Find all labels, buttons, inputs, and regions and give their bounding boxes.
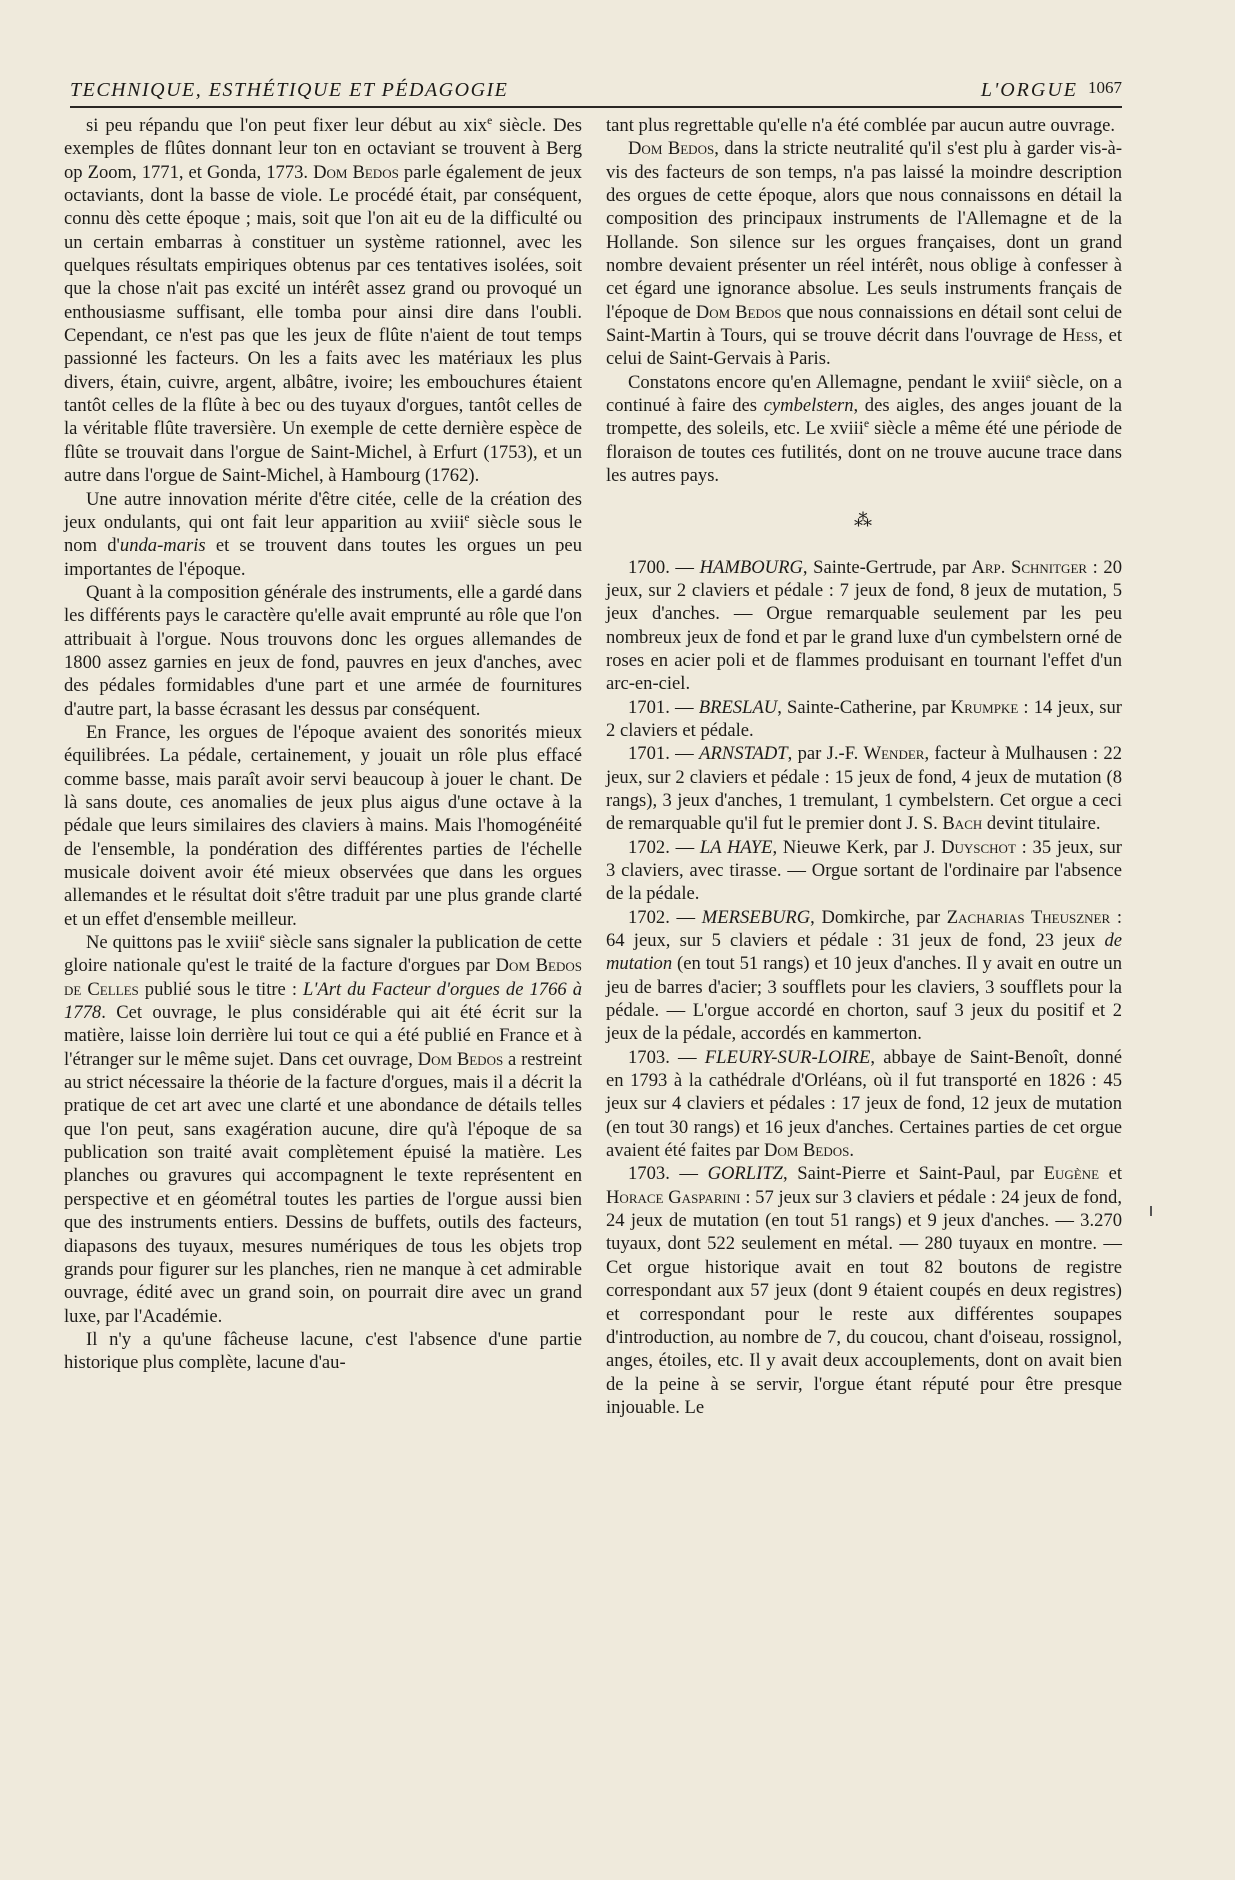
- text-run: 1702. —: [628, 906, 702, 928]
- italic-text: unda-maris: [119, 535, 206, 557]
- paragraph: [64, 1328, 582, 1375]
- name-smallcaps: Eugène: [1043, 1163, 1100, 1185]
- paragraph: [606, 906, 1122, 1046]
- text-run: 1703. —: [628, 1046, 705, 1068]
- name-smallcaps: Horace Gasparini: [606, 1186, 741, 1208]
- name-smallcaps: Dom Bedos de Celles: [64, 955, 582, 1000]
- name-smallcaps: Dom Bedos: [417, 1048, 504, 1070]
- name-smallcaps: Hess: [1062, 325, 1099, 347]
- text-run: . Cet ouvrage, le plus considérable qui ait été écrit sur la matière, laisse loin derrière lui tout ce qui a été publié en France et à l'étranger sur le même sujet. Dans cet ouvrage,: [64, 1002, 582, 1070]
- text-run: 1702. —: [628, 836, 700, 858]
- paragraph: [64, 488, 582, 581]
- text-run: devint titulaire.: [982, 813, 1101, 835]
- running-title-left: TECHNIQUE, ESTHÉTIQUE ET PÉDAGOGIE: [70, 79, 509, 101]
- text-run: .: [849, 1140, 854, 1162]
- text-run: , par J.-F.: [787, 743, 864, 765]
- right-text-column: [606, 114, 1122, 1419]
- paragraph: [64, 721, 582, 931]
- paragraph: [606, 556, 1122, 696]
- text-run: siècle sans signaler la publication de cette gloire nationale qu'est le traité de la facture d'orgues par: [64, 932, 582, 977]
- name-smallcaps: Wender: [863, 743, 925, 765]
- paragraph: [606, 742, 1122, 835]
- text-run: , et celui de Saint-Gervais à Paris.: [606, 325, 1122, 370]
- text-run: , Domkirche, par: [810, 906, 947, 928]
- section-title: L'ORGUE: [980, 79, 1078, 101]
- superscript: e: [259, 931, 265, 944]
- paragraph: [64, 581, 582, 721]
- italic-text: MERSEBURG: [701, 906, 811, 928]
- text-run: 1701. —: [628, 743, 700, 765]
- running-title-right: [981, 78, 1122, 102]
- name-smallcaps: Arp. Schnitger: [971, 556, 1088, 578]
- text-run: siècle, on a continué à faire des: [606, 371, 1122, 417]
- text-run: tant plus regrettable qu'elle n'a été comblée par aucun autre ouvrage.: [606, 115, 1116, 136]
- text-run: , Sainte-Gertrude, par: [802, 556, 972, 578]
- italic-text: de mutation: [606, 930, 1122, 975]
- italic-text: ARNSTADT: [699, 743, 788, 765]
- page-number: 1067: [1088, 78, 1122, 97]
- paragraph: [606, 137, 1122, 370]
- text-run: siècle a même été une période de floraison de toutes ces futilités, dont on ne trouve aucune trace dans les autres pays.: [606, 418, 1123, 487]
- text-run: 1703. —: [628, 1163, 708, 1185]
- text-run: siècle sous le nom d': [64, 511, 582, 557]
- name-smallcaps: Dom Bedos: [695, 301, 782, 323]
- text-run: : 14 jeux, sur 2 claviers et pédale.: [606, 696, 1122, 741]
- paragraph: [606, 836, 1122, 906]
- running-header: [70, 74, 1122, 108]
- text-run: , abbaye de Saint-Benoît, donné en 1793 à la cathédrale d'Orléans, où il fut transporté en 1826 : 45 jeux sur 4 claviers et pédales : 17 jeux de fond, 12 jeux de mutation (en tout 30 rangs) et 16 jeux d'anches. Certaines parties de cet orgue avaient été faites par: [606, 1046, 1122, 1162]
- margin-mark: [1150, 1206, 1152, 1216]
- paragraph: [606, 1046, 1122, 1163]
- text-run: : 20 jeux, sur 2 claviers et pédale : 7 jeux de fond, 8 jeux de mutation, 5 jeux d'anches. — Orgue remarquable seulement par les peu nombreux jeux de fond et par le grand luxe d'un cymbelstern orné de roses en acier poli et de flammes produisant en tournant l'effet d'un arc-en-ciel.: [606, 556, 1122, 695]
- text-run: , dans la stricte neutralité qu'il s'est plu à garder vis-à-vis des facteurs de son temps, n'a pas laissé la moindre description des orgues de cette époque, alors que nous connaissons en détail la composition des principaux instruments de l'Allemagne et de la Hollande. Son silence sur les orgues françaises, dont un grand nombre devaient présenter un réel intérêt, nous oblige à confesser à cet égard une ignorance absolue. Les seuls instruments français de l'époque de: [606, 138, 1123, 323]
- italic-text: FLEURY-SUR-LOIRE: [704, 1046, 871, 1068]
- text-run: siècle. Des exemples de flûtes donnant leur ton en octaviant se trouvent à Berg op Zoom, 1771, et Gonda, 1773.: [64, 115, 582, 183]
- text-run: , des aigles, des anges jouant de la trompette, des soleils, etc. Le xviii: [606, 395, 1122, 440]
- text-run: , facteur à Mulhausen : 22 jeux, sur 2 claviers et pédale : 15 jeux de fond, 4 jeux de mutation (8 rangs), 3 jeux d'anches, 1 tremulant, 1 cymbelstern. Cet orgue a ceci de remarquable qu'il fut le premier dont J. S.: [606, 743, 1122, 835]
- name-smallcaps: Bach: [942, 813, 983, 835]
- text-run: , Sainte-Catherine, par: [777, 696, 951, 718]
- superscript: e: [1025, 371, 1031, 384]
- name-smallcaps: Dom Bedos: [313, 161, 399, 183]
- text-run: a restreint au strict nécessaire la théorie de la facture d'orgues, mais il a décrit la pratique de cet art avec une clarté et une abondance de détails telles que l'on peut, sans exagération aucune, dire qu'à l'époque de sa publication son traité avait complètement épuisé la matière. Les planches ou gravures qui accompagnent le texte représentent en perspective et en géométral toutes les parties de l'orgue aussi bien que des instruments entiers. Dessins de buffets, outils des facteurs, diapasons des tuyaux, mesures numériques de tous les objets trop grands pour figurer sur les planches, rien ne manque à cet admirable ouvrage, édité avec un grand soin, on pourrait dire avec un grand luxe, par l'Académie.: [64, 1048, 582, 1327]
- text-run: Quant à la composition générale des instruments, elle a gardé dans les différents pays le caractère qu'elle avait emprunté au rôle que l'on attribuait à l'orgue. Nous trouvons donc les orgues allemandes de 1800 assez garnies en jeux de fond, pauvres en jeux d'anches, avec des pédales formidables d'une part et une armée de fournitures d'autre part, la basse écrasant les dessus par conséquent.: [64, 581, 582, 720]
- text-run: , Saint-Pierre et Saint-Paul, par: [783, 1163, 1044, 1185]
- superscript: e: [863, 418, 870, 431]
- text-run: 1700. —: [628, 556, 700, 578]
- text-run: : 57 jeux sur 3 claviers et pédale : 24 jeux de fond, 24 jeux de mutation (en tout 51 rangs) et 9 jeux d'anches. — 3.270 tuyaux, dont 522 seulement en métal. — 280 tuyaux en montre. — Cet orgue historique avait en tout 82 boutons de registre correspondant aux 57 jeux (dont 9 étaient coupés en deux registres) et correspondant pour le reste aux différentes soupapes d'introduction, au nombre de 7, du coucou, chant d'oiseau, rossignol, anges, étoiles, etc. Il y avait deux accouplements, dont on avait bien de la peine à se servir, l'orgue étant réputé pour être presque injouable. Le: [606, 1186, 1123, 1418]
- text-run: et: [1099, 1163, 1123, 1185]
- text-run: ⁂: [854, 509, 874, 530]
- name-smallcaps: Dom Bedos: [628, 138, 715, 160]
- text-run: 1701. —: [628, 696, 699, 718]
- text-run: Une autre innovation mérite d'être citée, celle de la création des jeux ondulants, qui ont fait leur apparition au xviii: [64, 488, 582, 533]
- text-run: si peu répandu que l'on peut fixer leur début au xix: [86, 115, 488, 136]
- name-smallcaps: Zacharias Theuszner: [946, 906, 1111, 928]
- superscript: e: [464, 511, 470, 524]
- italic-text: LA HAYE: [699, 836, 773, 858]
- text-run: Ne quittons pas le xviii: [86, 932, 260, 954]
- italic-text: HAMBOURG: [699, 556, 803, 578]
- paragraph: [606, 371, 1122, 488]
- text-run: parle également de jeux octaviants, dont la basse de viole. Le procédé était, par conséquent, connu dès cette époque ; mais, soit que l'on ait eu de la difficulté ou un certain embarras à constituer un système rationnel, avec les quelques résultats empiriques obtenus par ces tentatives isolées, soit que la chose n'ait pas excité un intérêt assez grand ou provoqué un enthousiasme suffisant, elle tomba pour ainsi dire dans l'oubli. Cependant, ce n'est pas que les jeux de flûte n'aient de tout temps passionné les facteurs. On les a faits avec les matériaux les plus divers, étain, cuivre, argent, albâtre, ivoire; les embouchures étaient tantôt celles de la flûte à bec ou des tuyaux d'orgues, tantôt celles de la véritable flûte traversière. Un exemple de cette dernière espèce de flûte se trouvait dans l'orgue de Saint-Michel, à Erfurt (1753), et un autre dans l'orgue de Saint-Michel, à Hambourg (1762).: [64, 161, 583, 487]
- left-text-column: [64, 114, 582, 1375]
- name-smallcaps: Krumpke: [950, 696, 1019, 718]
- paragraph: [606, 114, 1122, 137]
- italic-text: GORLITZ: [707, 1163, 784, 1185]
- name-smallcaps: Dom Bedos: [763, 1140, 850, 1162]
- italic-text: cymbelstern: [763, 395, 854, 417]
- text-run: En France, les orgues de l'époque avaient des sonorités mieux équilibrées. La pédale, certainement, y jouait un rôle plus effacé comme basse, mais paraît avoir servi beaucoup à jouer le chant. De là sans doute, ces anomalies de jeux plus aigus d'une octave à la pédale que leurs similaires des claviers à mains. Mais l'homogénéité de l'ensemble, la pondération des différentes parties de l'échelle musicale doivent avoir été mieux observées que dans les orgues allemandes et le résultat doit s'être traduit par une plus grande clarté et un effet d'ensemble meilleur.: [64, 721, 582, 930]
- italic-text: L'Art du Facteur d'orgues de 1766 à 1778: [64, 978, 583, 1024]
- text-run: que nous connaissions en détail sont celui de Saint-Martin à Tours, qui se trouve décrit dans l'ouvrage de: [606, 301, 1123, 347]
- text-run: et se trouvent dans toutes les orgues un peu importantes de l'époque.: [64, 535, 582, 580]
- superscript: e: [487, 114, 493, 127]
- text-run: (en tout 51 rangs) et 10 jeux d'anches. Il y avait en outre un jeu de barres d'acier; 3 soufflets pour les claviers, 3 soufflets pour la pédale. — L'orgue accordé en chorton, sauf 3 jeux du positif et 2 jeux de la pédale, accordés en kammerton.: [606, 953, 1122, 1045]
- text-run: Constatons encore qu'en Allemagne, pendant le xviii: [628, 371, 1026, 393]
- text-run: publié sous le titre :: [138, 978, 304, 1000]
- name-smallcaps: Duyschot: [941, 836, 1016, 858]
- text-run: Il n'y a qu'une fâcheuse lacune, c'est l'absence d'une partie historique plus complète, lacune d'au-: [64, 1328, 582, 1374]
- paragraph: [64, 931, 582, 1328]
- italic-text: BRESLAU: [698, 696, 778, 718]
- text-run: : 35 jeux, sur 3 claviers, avec tirasse. — Orgue sortant de l'ordinaire par l'absence de la pédale.: [606, 836, 1122, 905]
- paragraph: [64, 114, 582, 488]
- text-run: : 64 jeux, sur 5 claviers et pédale : 31 jeux de fond, 23 jeux: [606, 906, 1122, 951]
- section-separator: [606, 488, 1122, 556]
- text-run: , Nieuwe Kerk, par J.: [772, 836, 942, 858]
- paragraph: [606, 696, 1122, 743]
- paragraph: [606, 1162, 1122, 1419]
